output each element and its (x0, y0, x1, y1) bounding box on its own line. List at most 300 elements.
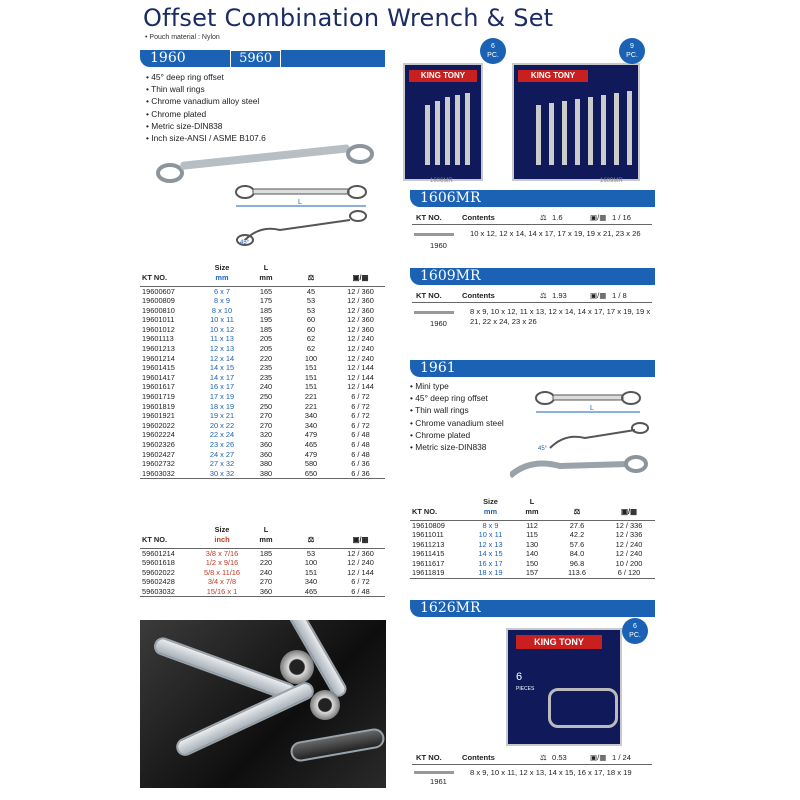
kt-no: 59601618 (142, 558, 175, 568)
table-row (410, 540, 655, 550)
package-qty: 6 / 120 (617, 568, 641, 578)
kit-1626mr (412, 750, 652, 791)
kt-no: 19611819 (412, 568, 445, 578)
contents-header: Contents (462, 753, 495, 762)
length: 165 (259, 286, 273, 296)
kt-no: 59602428 (142, 577, 175, 587)
package-qty: 12 / 240 (347, 334, 374, 344)
col-kt: KT NO. (142, 272, 168, 282)
package-qty: 12 / 240 (347, 558, 374, 568)
dim-l-label: L (590, 405, 594, 412)
package-icon: ▣/▦ (590, 291, 607, 300)
kit-contents: 8 x 9, 10 x 11, 12 x 13, 14 x 15, 16 x 17, 18 x 19 (470, 768, 632, 777)
weight-icon: ⚖ (540, 291, 547, 300)
wrench-1960-illustration (150, 140, 390, 255)
package-qty: 12 / 336 (615, 520, 643, 530)
length: 235 (259, 363, 273, 373)
kt-no-header: KT NO. (416, 213, 442, 222)
contents-header: Contents (462, 213, 495, 222)
table-row (410, 568, 655, 578)
weight: 151 (304, 382, 318, 392)
package-qty: 6 / 72 (351, 420, 370, 430)
pouch-note: • Pouch material : Nylon (145, 34, 220, 41)
product-photo-1609mr (512, 63, 640, 181)
kt-no: 19611617 (412, 558, 445, 568)
size: 17 x 19 (209, 392, 235, 402)
size: 10 x 12 (209, 324, 235, 334)
kt-no: 19602022 (142, 420, 175, 430)
length: 380 (259, 459, 273, 469)
weight: 42.2 (569, 530, 585, 540)
wrench-1961-illustration (510, 378, 650, 488)
col-length (246, 524, 286, 548)
size: 12 x 13 (209, 344, 235, 354)
table-row (140, 440, 385, 450)
size: 19 x 21 (209, 411, 235, 421)
label-1960: 1960 (150, 50, 186, 66)
length: 140 (525, 549, 539, 559)
feature-item: • 45° deep ring offset (410, 392, 504, 404)
table-row (140, 325, 385, 335)
weight: 340 (304, 577, 318, 587)
length-unit: mm (525, 506, 539, 516)
kt-no: 59602022 (142, 567, 175, 577)
length: 185 (259, 324, 273, 334)
weight: 53 (306, 548, 316, 558)
col-weight-icon: ⚖ (307, 534, 315, 544)
table-row (140, 382, 385, 392)
kt-no: 19601214 (142, 353, 175, 363)
weight: 479 (304, 430, 318, 440)
package-qty: 6 / 72 (351, 401, 370, 411)
col-size (468, 496, 513, 520)
size-header: Size (214, 263, 230, 273)
kt-no-header: KT NO. (416, 753, 442, 762)
size: 16 x 17 (209, 382, 235, 392)
kt-no: 19600809 (142, 296, 175, 306)
kt-no: 19602732 (142, 459, 175, 469)
col-weight-icon: ⚖ (307, 272, 315, 282)
package-qty: 12 / 240 (347, 344, 374, 354)
wrench-thumb-icon (414, 233, 454, 236)
table-row (140, 421, 385, 431)
package-qty: 12 / 360 (347, 315, 374, 325)
package-qty: 12 / 360 (347, 548, 374, 558)
package-qty: 12 / 360 (347, 286, 374, 296)
col-size (198, 524, 246, 548)
badge-count: 6 (491, 43, 495, 50)
weight-value: 1.6 (552, 213, 563, 222)
feature-item: • Chrome plated (146, 108, 266, 120)
package-qty: 12 / 336 (615, 530, 643, 540)
length: 205 (259, 344, 273, 354)
feature-item: • Chrome vanadium alloy steel (146, 95, 266, 107)
size: 12 x 13 (478, 539, 503, 549)
length: 250 (259, 392, 273, 402)
pouch-count: 6 (516, 671, 523, 683)
wrench-in-pouch-icon (588, 97, 593, 165)
col-package-icon: ▣/▦ (352, 534, 369, 544)
weight: 53 (306, 296, 316, 306)
table-row (140, 548, 385, 558)
length-header: L (263, 263, 269, 273)
length: 380 (259, 468, 273, 478)
header-bar-1606mr: 1606MR (410, 190, 655, 207)
weight: 57.6 (569, 539, 585, 549)
wrench-in-pouch-icon (536, 105, 541, 165)
kt-no: 19611415 (412, 549, 445, 559)
weight: 84.0 (569, 549, 585, 559)
col-package-icon: ▣/▦ (620, 506, 638, 516)
size: 30 x 32 (209, 468, 235, 478)
table-row (140, 392, 385, 402)
size: 16 x 17 (478, 558, 503, 568)
weight: 221 (304, 392, 318, 402)
inch-spec-table (140, 524, 385, 597)
package-qty: 12 / 144 (347, 363, 374, 373)
pouch-piece-count (516, 672, 534, 694)
table-row (410, 530, 655, 540)
package-qty: 1 / 16 (612, 213, 631, 222)
kt-no: 19601011 (142, 315, 175, 325)
table-row (140, 430, 385, 440)
length-unit: mm (259, 534, 273, 544)
size-unit: inch (214, 534, 230, 544)
col-kt: KT NO. (142, 534, 168, 544)
col-length (246, 262, 286, 286)
wrench-in-pouch-icon (562, 101, 567, 165)
size: 12 x 14 (209, 353, 235, 363)
wrench-image-icon (151, 635, 298, 703)
size-unit: mm (483, 506, 498, 516)
weight: 221 (304, 401, 318, 411)
wrench-in-pouch-icon (455, 95, 460, 165)
col-size (198, 262, 246, 286)
feature-item: • Inch size-ANSI / ASME B107.6 (146, 132, 266, 144)
weight: 340 (304, 420, 318, 430)
wrench-in-pouch-icon (465, 93, 470, 165)
weight: 96.8 (569, 558, 585, 568)
table-row (140, 450, 385, 460)
size: 8 x 9 (482, 520, 499, 530)
size: 3/8 x 7/16 (205, 548, 239, 558)
kt-no: 19601012 (142, 324, 175, 334)
package-qty: 12 / 240 (615, 539, 643, 549)
length: 360 (259, 440, 273, 449)
wrench-in-pouch-icon (549, 103, 554, 165)
feature-item: • Mini type (410, 380, 504, 392)
dim-l-label: L (298, 199, 302, 206)
kt-no: 19600607 (142, 286, 175, 296)
kt-no: 59601214 (142, 548, 175, 558)
weight: 479 (304, 449, 318, 459)
kt-no: 19601719 (142, 392, 175, 402)
table-row (410, 520, 655, 530)
length: 112 (526, 520, 538, 530)
king-tony-logo: KING TONY (516, 635, 602, 649)
size: 14 x 17 (209, 372, 235, 382)
metric-spec-table (140, 262, 385, 479)
package-qty: 6 / 48 (351, 586, 370, 596)
package-qty: 12 / 240 (347, 353, 374, 363)
weight: 151 (304, 567, 318, 577)
length: 175 (259, 296, 273, 306)
weight: 580 (304, 459, 318, 469)
table-row (140, 344, 385, 354)
table-row (140, 373, 385, 383)
feature-item: • Metric size-DIN838 (146, 120, 266, 132)
length: 240 (259, 567, 273, 577)
table-header-row (410, 496, 655, 520)
length: 240 (259, 382, 273, 392)
package-qty: 12 / 144 (347, 372, 374, 382)
package-qty: 6 / 48 (351, 430, 370, 440)
table-row (140, 577, 385, 587)
weight: 62 (306, 334, 316, 344)
size: 24 x 27 (209, 449, 235, 459)
weight: 113.6 (568, 568, 586, 578)
caption-1609mr: 1609MR (600, 178, 623, 184)
length: 195 (259, 315, 273, 325)
header-bar-1961: 1961 (410, 360, 655, 377)
size: 10 x 11 (210, 315, 234, 325)
package-qty: 12 / 360 (347, 305, 374, 315)
kit-1609mr (412, 288, 652, 337)
socket-image-icon (280, 650, 314, 684)
size: 3/4 x 7/8 (207, 577, 237, 587)
size: 15/16 x 1 (206, 586, 238, 596)
kt-no: 19601921 (142, 411, 175, 421)
length: 320 (259, 430, 273, 440)
package-qty: 10 / 200 (615, 558, 643, 568)
table-row (140, 459, 385, 469)
weight-value: 0.53 (552, 753, 567, 762)
table-row (140, 296, 385, 306)
table-row (140, 402, 385, 412)
package-qty: 12 / 360 (347, 296, 374, 306)
weight: 27.6 (569, 520, 585, 530)
socket-image-icon (310, 690, 340, 720)
badge-count: 6 (633, 623, 637, 630)
wrenches-in-pouch-icon (548, 688, 618, 728)
spec-table-1961 (410, 496, 655, 579)
pc-badge-6 (622, 618, 648, 644)
length: 250 (259, 401, 273, 411)
package-qty: 6 / 72 (351, 411, 370, 421)
kt-no: 19601819 (142, 401, 175, 411)
table-row (140, 286, 385, 296)
king-tony-logo: KING TONY (518, 70, 588, 82)
size: 27 x 32 (209, 459, 235, 469)
length: 115 (526, 530, 538, 540)
size: 8 x 9 (213, 296, 231, 306)
package-qty: 12 / 240 (615, 549, 643, 559)
kt-no: 19601113 (142, 334, 174, 344)
wrench-photo-icon (158, 144, 372, 181)
kt-no: 19602326 (142, 440, 175, 449)
col-length (513, 496, 551, 520)
length-header: L (529, 497, 535, 507)
weight: 465 (304, 586, 318, 596)
length-unit: mm (259, 272, 273, 282)
dim-angle-label: 45° (240, 240, 250, 246)
kt-no: 19611011 (412, 530, 444, 540)
feature-item: • Thin wall rings (410, 404, 504, 416)
size: 14 x 15 (478, 549, 503, 559)
header-bar-1626mr: 1626MR (410, 600, 655, 617)
size-unit: mm (215, 272, 229, 282)
kit-item: 1960 (430, 319, 447, 328)
page-title: Offset Combination Wrench & Set (143, 4, 554, 32)
weight: 650 (304, 468, 318, 478)
product-photo-1626mr (506, 628, 622, 746)
length: 220 (259, 558, 273, 568)
metric-table-body (140, 286, 385, 479)
kt-no: 19601417 (142, 372, 175, 382)
length: 185 (259, 548, 273, 558)
adjustable-wrench-icon (289, 727, 386, 763)
length: 150 (525, 558, 539, 568)
wrench-in-pouch-icon (435, 101, 440, 165)
wrench-thumb-icon (414, 311, 454, 314)
table-row (140, 558, 385, 568)
size: 20 x 22 (209, 420, 235, 430)
weight: 340 (304, 411, 318, 421)
weight-icon: ⚖ (540, 213, 547, 222)
dimension-diagram-icon (236, 186, 366, 246)
king-tony-logo: KING TONY (409, 70, 477, 82)
feature-item: • Chrome vanadium steel (410, 417, 504, 429)
col-package-icon: ▣/▦ (352, 272, 369, 282)
weight: 62 (306, 344, 316, 354)
weight: 53 (306, 305, 316, 315)
table-row (410, 559, 655, 569)
size: 18 x 19 (478, 568, 503, 578)
weight: 465 (304, 440, 318, 449)
badge-count: 9 (630, 43, 634, 50)
package-qty: 1 / 8 (612, 291, 627, 300)
kit-item: 1961 (430, 777, 447, 786)
table-header-row (140, 524, 385, 548)
table-row (140, 315, 385, 325)
wrench-in-pouch-icon (614, 93, 619, 165)
table-row (140, 587, 385, 597)
kt-no: 19611213 (412, 539, 445, 549)
size: 10 x 11 (478, 530, 503, 540)
product-photo-1606mr (403, 63, 483, 181)
weight-value: 1.93 (552, 291, 567, 300)
length: 270 (259, 411, 273, 421)
package-icon: ▣/▦ (590, 753, 607, 762)
weight: 100 (304, 558, 318, 568)
kt-no: 19601213 (142, 344, 175, 354)
table-row (140, 306, 385, 316)
table-row (410, 549, 655, 559)
table-row (140, 469, 385, 479)
size: 11 x 13 (210, 334, 234, 344)
length: 157 (525, 568, 539, 578)
table-row (140, 411, 385, 421)
package-qty: 12 / 144 (347, 567, 374, 577)
package-qty: 6 / 72 (351, 577, 370, 587)
wrench-photo-icon (510, 457, 646, 476)
weight: 100 (304, 353, 318, 363)
kt-no: 19601617 (142, 382, 175, 392)
pc-badge-6 (480, 38, 506, 64)
wrench-in-pouch-icon (575, 99, 580, 165)
header-bar-1609mr: 1609MR (410, 268, 655, 285)
size: 1/2 x 9/16 (205, 558, 239, 568)
weight: 60 (306, 315, 316, 325)
features-1960 (146, 71, 266, 144)
table-row (140, 334, 385, 344)
wrench-in-pouch-icon (627, 91, 632, 165)
package-qty: 6 / 36 (351, 468, 370, 478)
size: 5/8 x 11/16 (203, 567, 241, 577)
dimension-diagram-icon (536, 392, 648, 452)
feature-item: • Thin wall rings (146, 83, 266, 95)
table-header-row (140, 262, 385, 286)
size: 22 x 24 (209, 430, 235, 440)
label-5960: 5960 (230, 50, 281, 68)
size: 6 x 7 (213, 286, 231, 296)
header-bar-1960-5960 (140, 50, 385, 67)
kt-no: 19603032 (142, 468, 175, 478)
weight: 151 (304, 372, 318, 382)
length: 130 (525, 539, 539, 549)
feature-item: • 45° deep ring offset (146, 71, 266, 83)
kt-no: 19602224 (142, 430, 175, 440)
kit-contents: 10 x 12, 12 x 14, 14 x 17, 17 x 19, 19 x 21, 23 x 26 (470, 229, 641, 238)
package-qty: 6 / 48 (351, 449, 370, 459)
kit-item: 1960 (430, 241, 447, 250)
weight: 60 (306, 324, 316, 334)
length-header: L (263, 525, 269, 535)
table-row (140, 354, 385, 364)
wrench-in-pouch-icon (445, 97, 450, 165)
size: 23 x 26 (209, 440, 235, 449)
kit-1606mr (412, 210, 652, 259)
kt-no: 19610809 (412, 520, 445, 530)
feature-item: • Chrome plated (410, 429, 504, 441)
badge-unit: PC. (626, 52, 638, 59)
length: 185 (259, 305, 273, 315)
length: 270 (259, 420, 273, 430)
length: 360 (259, 586, 273, 596)
badge-unit: PC. (487, 52, 499, 59)
package-qty: 12 / 360 (347, 324, 374, 334)
package-qty: 6 / 72 (351, 392, 370, 402)
kt-no-header: KT NO. (416, 291, 442, 300)
inch-table-body (140, 548, 385, 597)
kt-no: 19601415 (142, 363, 175, 373)
size: 14 x 15 (209, 363, 235, 373)
badge-unit: PC. (629, 632, 641, 639)
caption-1606mr: 1606MR (430, 178, 453, 184)
size: 18 x 19 (209, 401, 235, 411)
table-row (140, 363, 385, 373)
kt-no: 19600810 (142, 305, 175, 315)
contents-header: Contents (462, 291, 495, 300)
table-body-1961 (410, 520, 655, 579)
wrench-thumb-icon (414, 771, 454, 774)
weight: 45 (306, 286, 316, 296)
dim-angle-label: 45° (538, 446, 548, 452)
weight: 151 (304, 363, 318, 373)
pouch-unit: PIECES (516, 686, 535, 692)
package-icon: ▣/▦ (590, 213, 607, 222)
kit-contents: 8 x 9, 10 x 12, 11 x 13, 12 x 14, 14 x 17, 17 x 19, 19 x 21, 22 x 24, 23 x 26 (470, 307, 651, 326)
